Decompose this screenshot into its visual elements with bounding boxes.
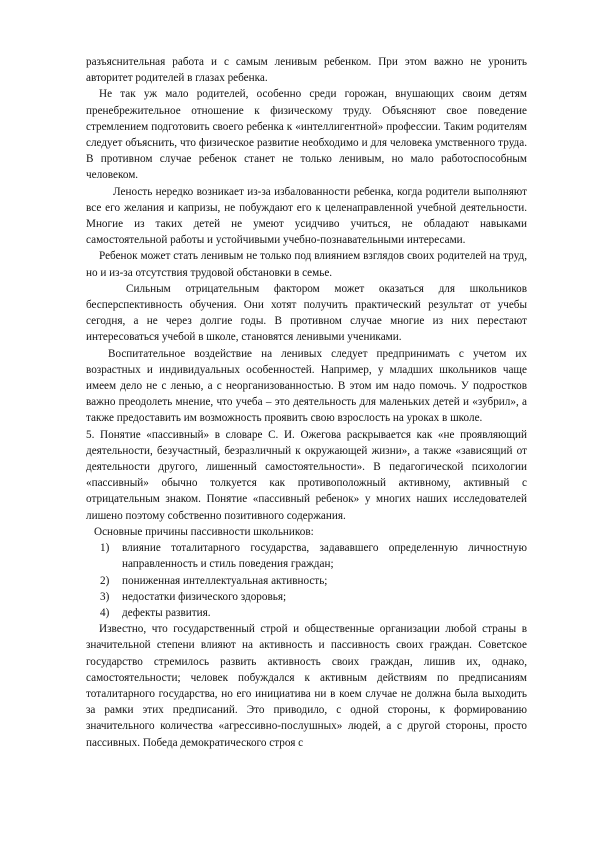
list-number: 2) (100, 574, 110, 587)
list-item-text: влияние тоталитарного государства, задававшего определенную личностную направленность и стиль поведения граждан; (122, 542, 527, 571)
list-number: 3) (100, 590, 110, 603)
paragraph: 5. Понятие «пассивный» в словаре С. И. Ожегова раскрывается как «не проявляющий деятельности, безучастный, безразличный к окружающей жизни», а также «зависящий от деятельности другого, лишенный самостоятельности». В педагогической психологии «пассивный» обычно толкуется как противоположный активному, активный с отрицательным знаком. Понятие «пассивный ребенок» у многих наших исследователей лишено поэтому собственно позитивного содержания. (86, 428, 527, 522)
list-number: 4) (100, 606, 110, 619)
paragraph: Ребенок может стать ленивым не только под влиянием взглядов своих родителей на труд, но и из-за отсутствия трудовой обстановки в семье. (86, 250, 527, 279)
paragraph: Воспитательное воздействие на ленивых следует предпринимать с учетом их возрастных и индивидуальных особенностей. Например, у младших школьников чаще имеем дело не с ленью, а с неорганизованностью. В этом им надо помочь. У подростков важно преодолеть мнение, что учеба – это деятельность для маленьких детей и «зубрил», а также предоставить им возможность проявить свою взрослость на уроках в школе. (86, 347, 527, 425)
list-item (86, 589, 527, 605)
list-item-text: дефекты развития. (122, 606, 211, 619)
paragraph: Леность нередко возникает из-за избалованности ребенка, когда родители выполняют все его желания и капризы, не побуждают его к целенаправленной учебной деятельности. Многие из таких детей не умеют усидчиво учиться, не обладают навыками самостоятельной работы и устойчивыми учебно-познавательными интересами. (86, 185, 527, 247)
list-item (86, 573, 527, 589)
causes-list (86, 540, 527, 621)
list-number: 1) (100, 542, 110, 555)
list-item-text: пониженная интеллектуальная активность; (122, 574, 328, 587)
paragraph: Не так уж мало родителей, особенно среди горожан, внушающих своим детям пренебрежительное отношение к физическому труду. Объясняют свое поведение стремлением подготовить своего ребенка к «интеллигентной» профессии. Таким родителям следует объяснить, что физическое развитие необходимо и для человека умственного труда. В противном случае ребенок станет не только ленивым, но мало работоспособным человеком. (86, 88, 527, 182)
list-item (86, 605, 527, 621)
list-item-text: недостатки физического здоровья; (122, 590, 287, 603)
paragraph: Сильным отрицательным фактором может оказаться для школьников бесперспективность обучения. Они хотят получить практический результат от учебы сегодня, а не через долгие годы. В противном случае многие из них перестают интересоваться учебой в школе, становятся ленивыми учениками. (86, 282, 527, 344)
list-item (86, 540, 527, 572)
document-page (86, 54, 527, 751)
paragraph: разъяснительная работа и с самым ленивым ребенком. При этом важно не уронить авторитет родителей в глазах ребенка. (86, 56, 527, 85)
paragraph: Известно, что государственный строй и общественные организации любой страны в значительной степени влияют на активность и пассивность своих граждан. Советское государство стремилось развить активность своих граждан, лишив их, однако, самостоятельности; человек побуждался к активным действиям по предписаниям тоталитарного государства, но его инициатива ни в коем случае не должна была выходить за рамки этих предписаний. Это приводило, с одной стороны, к формированию значительного количества «агрессивно-послушных» людей, а с другой стороны, просто пассивных. Победа демократического строя с (86, 623, 527, 749)
paragraph: Основные причины пассивности школьников: (94, 525, 314, 538)
